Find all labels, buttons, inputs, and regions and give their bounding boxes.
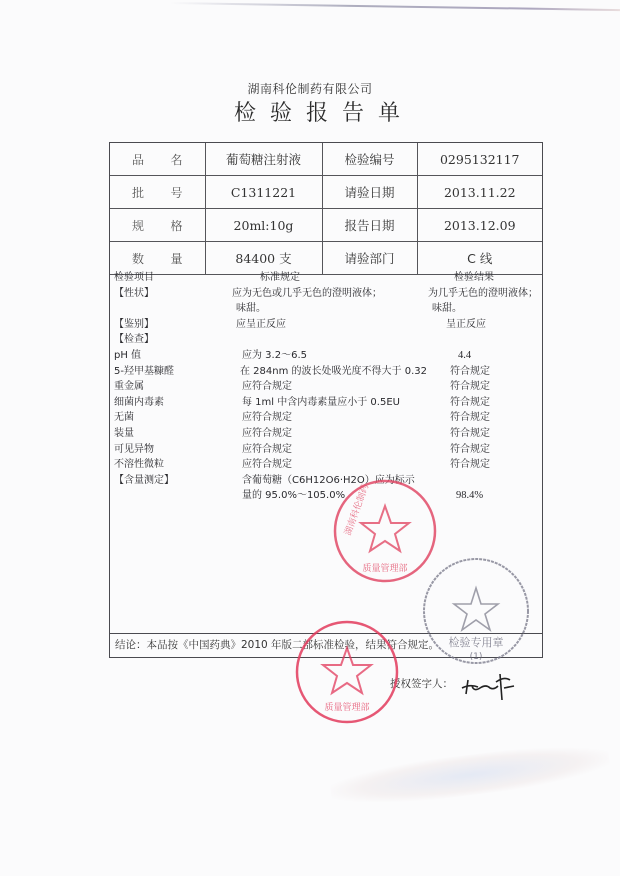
result-row: pH 值 应为 3.2～6.5 4.4 — [114, 349, 472, 361]
product-name: 葡萄糖注射液 — [205, 143, 322, 176]
result-row: 【性状】 应为无色或几乎无色的澄明液体； 为几乎无色的澄明液体； — [114, 287, 538, 299]
result-row: 装量 应符合规定 符合规定 — [114, 427, 490, 439]
header-table — [110, 143, 542, 275]
label-cell: 报告日期 — [322, 209, 417, 242]
column-header-result: 检验结果 — [454, 272, 494, 283]
signature-icon — [460, 668, 520, 702]
label-cell: 检验编号 — [322, 143, 417, 176]
label-cell: 请验部门 — [322, 242, 417, 275]
svg-text:质量管理部: 质量管理部 — [324, 703, 370, 713]
request-date: 2013.11.22 — [417, 176, 542, 209]
company-name: 湖南科伦制药有限公司 — [247, 82, 373, 96]
report-frame — [109, 142, 543, 658]
svg-text:湖南科伦制药: 湖南科伦制药 — [343, 482, 372, 538]
label-cell: 请验日期 — [322, 176, 417, 209]
svg-text:质量管理部: 质量管理部 — [362, 564, 408, 574]
specification: 20ml:10g — [205, 209, 322, 242]
svg-text:检验专用章: 检验专用章 — [448, 636, 504, 649]
result-row: 不溶性微粒 应符合规定 符合规定 — [114, 459, 490, 471]
header-row — [110, 209, 542, 242]
result-row: 量的 95.0%～105.0% 98.4% — [242, 490, 484, 502]
report-date: 2013.12.09 — [417, 209, 542, 242]
svg-text:(1): (1) — [469, 652, 483, 662]
signature-label: 授权签字人： — [390, 678, 453, 690]
result-row: 无菌 应符合规定 符合规定 — [114, 412, 490, 424]
result-row: 可见异物 应符合规定 符合规定 — [114, 443, 490, 455]
results-section — [110, 270, 542, 504]
column-header-standard: 标准规定 — [260, 272, 300, 283]
result-row: 【检查】 — [114, 334, 154, 346]
result-row: 【含量测定】 含葡萄糖（C6H12O6·H2O）应为标示 — [114, 474, 415, 486]
batch-number: C1311221 — [205, 176, 322, 209]
document-title: 检验报告单 — [233, 101, 414, 126]
header-row — [110, 143, 542, 176]
result-row: 细菌内毒素 每 1ml 中含内毒素量应小于 0.5EU 符合规定 — [114, 396, 490, 408]
label-cell: 数 量 — [110, 242, 205, 275]
column-header-item: 检验项目 — [114, 272, 154, 283]
scan-artifact-streak — [170, 2, 620, 11]
inspection-number: 0295132117 — [417, 143, 542, 176]
conclusion: 结论：本品按《中国药典》2010 年版二部标准检验，结果符合规定。 — [110, 633, 542, 657]
requesting-department: C 线 — [417, 242, 542, 275]
results-header-row — [110, 270, 542, 286]
result-row: 味甜。 味甜。 — [236, 303, 462, 315]
header-row — [110, 176, 542, 209]
scan-artifact-smudge — [329, 738, 612, 812]
result-row: 【鉴别】 应呈正反应 呈正反应 — [114, 318, 486, 330]
quantity: 84400 支 — [205, 242, 322, 275]
label-cell: 品 名 — [110, 143, 205, 176]
label-cell: 规 格 — [110, 209, 205, 242]
label-cell: 批 号 — [110, 176, 205, 209]
result-row: 重金属 应符合规定 符合规定 — [114, 381, 490, 393]
result-row: 5-羟甲基糠醛 在 284nm 的波长处吸光度不得大于 0.32 符合规定 — [114, 365, 490, 377]
